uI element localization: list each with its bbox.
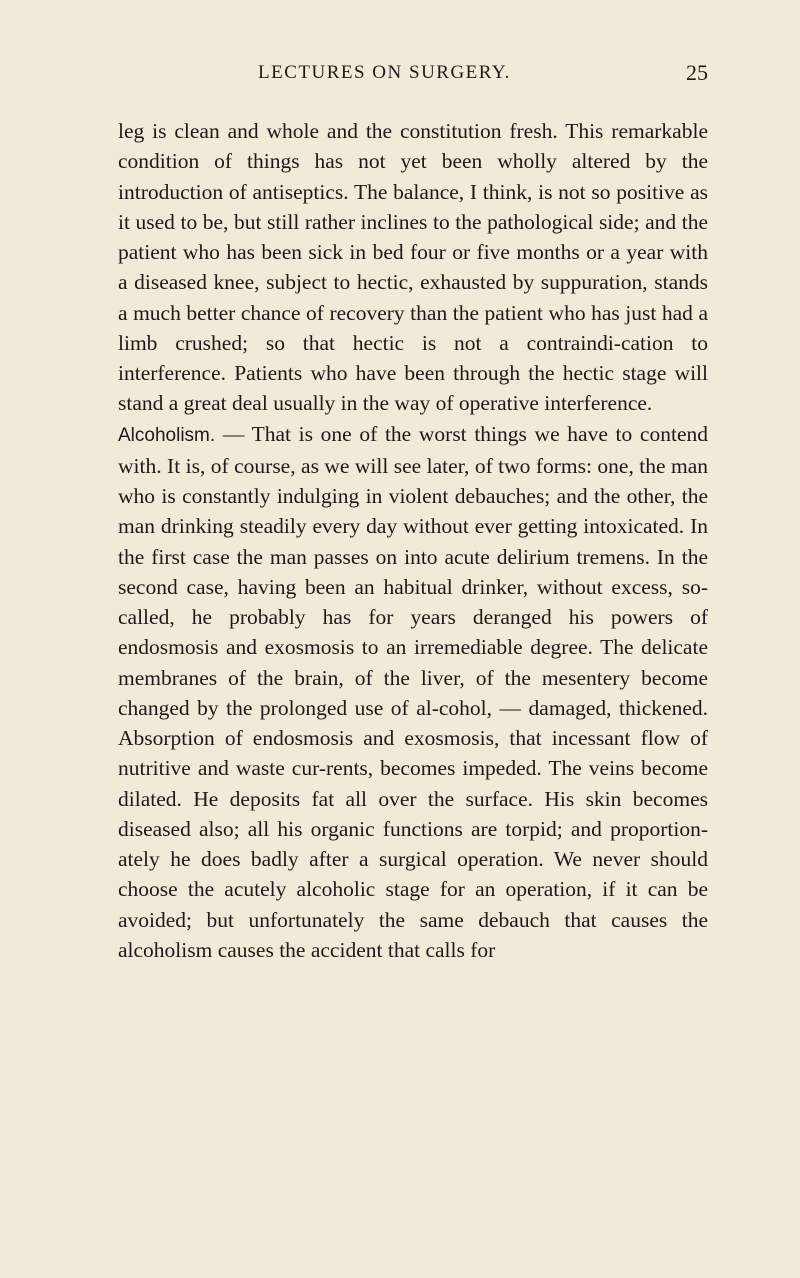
section-heading: Alcoholism. xyxy=(118,424,216,446)
running-title: LECTURES ON SURGERY. xyxy=(258,62,511,83)
paragraph-text: leg is clean and whole and the constitution fresh. This remarkable condition of things has not yet been wholly altered by the introduction of antiseptics. The balance, I think, is not so positive as it used to be, but still rather inclines to the pathological side; and the patient who has been sick in bed four or five months or a year with a diseased knee, subject to hectic, exhausted by suppuration, stands a much better chance of recovery than the patient who has just had a limb crushed; so that hectic is not a contraindi-cation to interference. Patients who have been through the hectic stage will stand a great deal usually in the way of operative interference. xyxy=(118,119,708,416)
paragraph-1 xyxy=(118,116,708,419)
paragraph-text: — That is one of the worst things we have to contend with. It is, of course, as we will see later, of two forms: one, the man who is constantly indulging in violent debauches; and the other, the man drinking steadily every day without ever getting intoxicated. In the first case the man passes on into acute delirium tremens. In the second case, having been an habitual drinker, without excess, so-called, he probably has for years deranged his powers of endosmosis and exosmosis to an irremediable degree. The delicate membranes of the brain, of the liver, of the mesentery become changed by the prolonged use of al-cohol, — damaged, thickened. Absorption of endosmosis and exosmosis, that incessant flow of nutritive and waste cur-rents, becomes impeded. The veins become dilated. He deposits fat all over the surface. His skin becomes diseased also; all his organic functions are torpid; and proportion-ately he does badly after a surgical operation. We never should choose the acutely alcoholic stage for an operation, if it can be avoided; but unfortunately the same debauch that causes the alcoholism causes the accident that calls for xyxy=(118,421,708,962)
running-header xyxy=(118,62,708,84)
body-text xyxy=(118,116,708,965)
page-number: 25 xyxy=(686,60,708,85)
paragraph-2 xyxy=(118,419,708,966)
